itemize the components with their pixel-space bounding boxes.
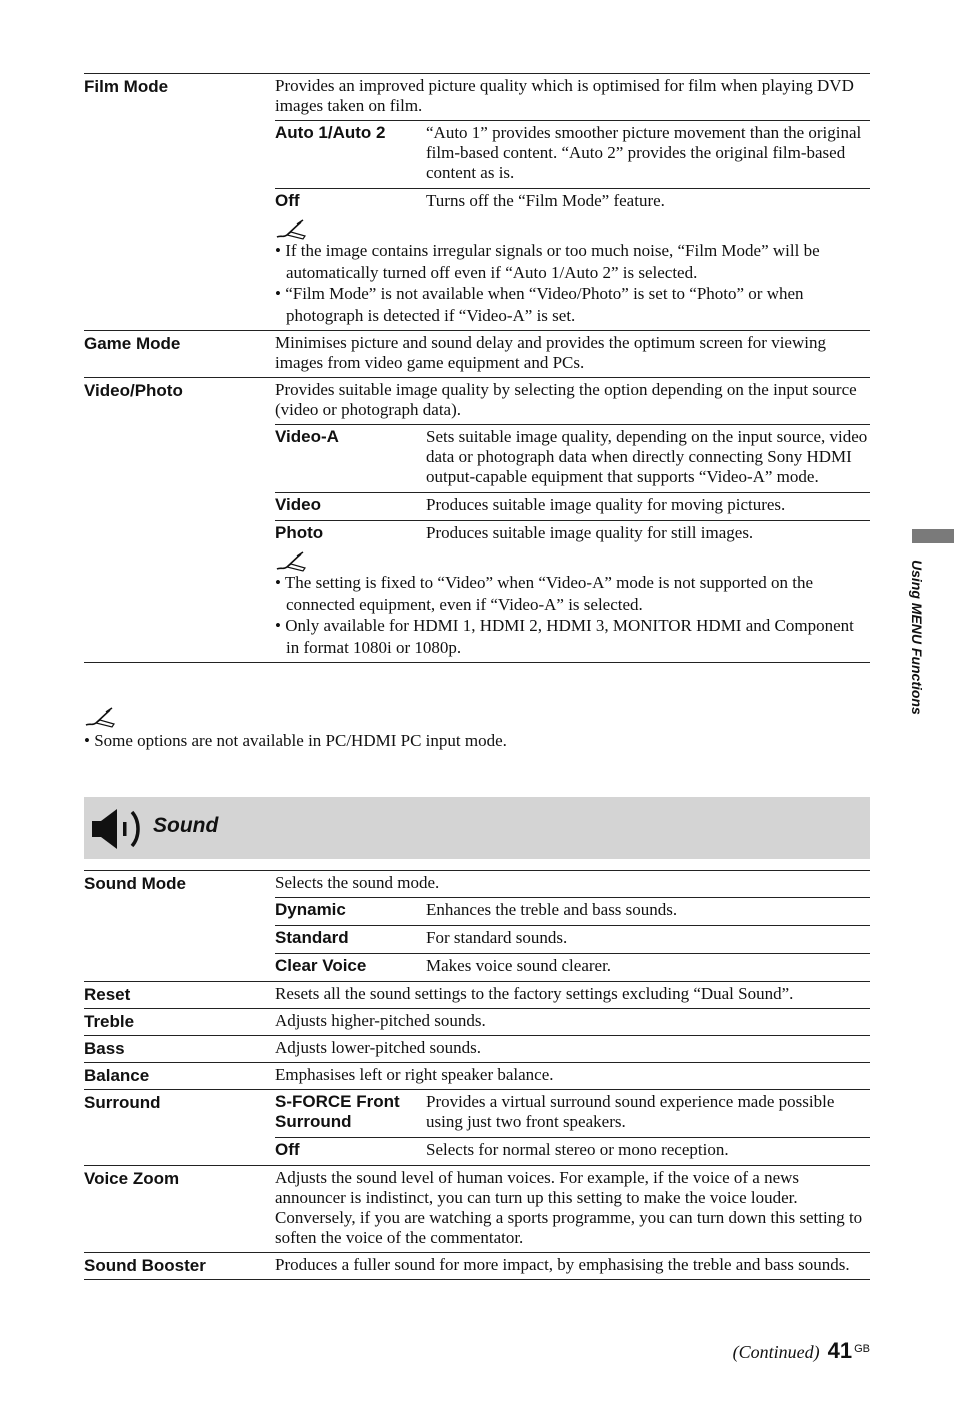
option-desc: For standard sounds.	[426, 928, 568, 947]
option-row	[275, 424, 870, 492]
note-item: • Only available for HDMI 1, HDMI 2, HDMI 3, MONITOR HDMI and Component in format 1080i or 1080p.	[275, 616, 854, 657]
speaker-icon	[90, 806, 142, 852]
option-desc: Turns off the “Film Mode” feature.	[426, 191, 665, 210]
setting-treble	[84, 1008, 870, 1035]
setting-desc: Adjusts higher-pitched sounds.	[275, 1011, 486, 1030]
setting-video-photo	[84, 377, 870, 663]
option-desc: Provides a virtual surround sound experience made possible using just two front speakers.	[426, 1092, 835, 1131]
setting-term: Surround	[84, 1093, 161, 1112]
option-term: Auto 1/Auto 2	[275, 123, 386, 142]
setting-desc: Minimises picture and sound delay and provides the optimum screen for viewing images from video game equipment and PCs.	[275, 333, 826, 372]
setting-reset	[84, 981, 870, 1008]
option-desc: Makes voice sound clearer.	[426, 956, 612, 975]
setting-term: Sound Booster	[84, 1256, 206, 1275]
setting-voice-zoom	[84, 1165, 870, 1252]
option-term: Video	[275, 495, 321, 514]
notes-block	[275, 218, 870, 330]
pencil-note-icon	[275, 550, 307, 572]
page-number: 41	[827, 1338, 853, 1363]
setting-term: Bass	[84, 1039, 125, 1058]
setting-term: Sound Mode	[84, 874, 186, 893]
section-title: Sound	[153, 814, 219, 837]
region-code: GB	[854, 1343, 870, 1355]
page-footer	[700, 1338, 870, 1364]
general-note	[84, 704, 870, 752]
setting-desc: Selects the sound mode.	[275, 873, 440, 892]
setting-term: Film Mode	[84, 77, 169, 96]
option-term: Dynamic	[275, 900, 346, 919]
section-side-label: Using MENU Functions	[909, 560, 925, 715]
option-term: Clear Voice	[275, 956, 367, 975]
note-item: • The setting is fixed to “Video” when “Video-A” mode is not supported on the connected equipment, even if “Video-A” is selected.	[275, 573, 814, 614]
option-term: Standard	[275, 928, 349, 947]
setting-surround	[84, 1089, 870, 1165]
setting-desc: Provides suitable image quality by selecting the option depending on the input source (video or photograph data).	[275, 380, 857, 419]
section-tab-marker	[912, 529, 954, 543]
setting-balance	[84, 1062, 870, 1089]
setting-desc: Emphasises left or right speaker balance.	[275, 1065, 554, 1084]
setting-bass	[84, 1035, 870, 1062]
option-desc: Sets suitable image quality, depending on the input source, video data or photograph data when directly connecting Sony HDMI output-capable equipment that supports “Video-A” mode.	[426, 427, 868, 486]
note-item: • Some options are not available in PC/HDMI PC input mode.	[84, 731, 507, 750]
note-item: • If the image contains irregular signals or too much noise, “Film Mode” will be automatically turned off even if “Auto 1/Auto 2” is selected.	[275, 241, 820, 282]
option-term: Off	[275, 191, 300, 210]
setting-term: Game Mode	[84, 334, 181, 353]
option-term: S-FORCE Front Surround	[275, 1092, 400, 1131]
option-desc: Produces suitable image quality for still images.	[426, 523, 754, 542]
setting-desc: Provides an improved picture quality which is optimised for film when playing DVD images taken on film.	[275, 76, 854, 115]
setting-film-mode	[84, 73, 870, 330]
setting-term: Video/Photo	[84, 381, 183, 400]
option-row	[275, 897, 870, 925]
note-item: • “Film Mode” is not available when “Video/Photo” is set to “Photo” or when photograph is detected if “Video-A” is set.	[275, 284, 804, 325]
option-desc: Produces suitable image quality for moving pictures.	[426, 495, 786, 514]
setting-term: Treble	[84, 1012, 135, 1031]
notes-block	[275, 550, 870, 662]
setting-term: Balance	[84, 1066, 150, 1085]
sound-settings-table	[84, 870, 870, 1280]
option-desc: “Auto 1” provides smoother picture movement than the original film-based content. “Auto 2” provides the original film-based content as is.	[426, 123, 862, 182]
setting-desc: Adjusts lower-pitched sounds.	[275, 1038, 482, 1057]
option-row	[275, 925, 870, 953]
option-row	[275, 188, 870, 216]
continued-label: (Continued)	[732, 1342, 820, 1362]
setting-term: Voice Zoom	[84, 1169, 180, 1188]
option-row	[275, 492, 870, 520]
option-desc: Selects for normal stereo or mono reception.	[426, 1140, 729, 1159]
setting-sound-mode	[84, 870, 870, 981]
option-term: Off	[275, 1140, 300, 1159]
option-row	[275, 520, 870, 548]
picture-settings-table	[84, 73, 870, 663]
option-term: Video-A	[275, 427, 339, 446]
option-row	[275, 1090, 870, 1137]
setting-sound-booster	[84, 1252, 870, 1280]
option-row	[275, 120, 870, 188]
option-row	[275, 953, 870, 981]
setting-desc: Produces a fuller sound for more impact, by emphasising the treble and bass sounds.	[275, 1255, 850, 1274]
setting-term: Reset	[84, 985, 131, 1004]
pencil-note-icon	[275, 218, 307, 240]
setting-desc: Resets all the sound settings to the factory settings excluding “Dual Sound”.	[275, 984, 794, 1003]
setting-game-mode	[84, 330, 870, 377]
pencil-note-icon	[84, 706, 116, 728]
option-term: Photo	[275, 523, 324, 542]
sound-section-header	[84, 797, 870, 859]
option-row	[275, 1137, 870, 1165]
option-desc: Enhances the treble and bass sounds.	[426, 900, 678, 919]
setting-desc: Adjusts the sound level of human voices. For example, if the voice of a news announcer is indistinct, you can turn up this setting to make the voice louder. Conversely, if you are watching a sports programme, you can turn down this setting to soften the voice of the commentator.	[275, 1168, 863, 1247]
